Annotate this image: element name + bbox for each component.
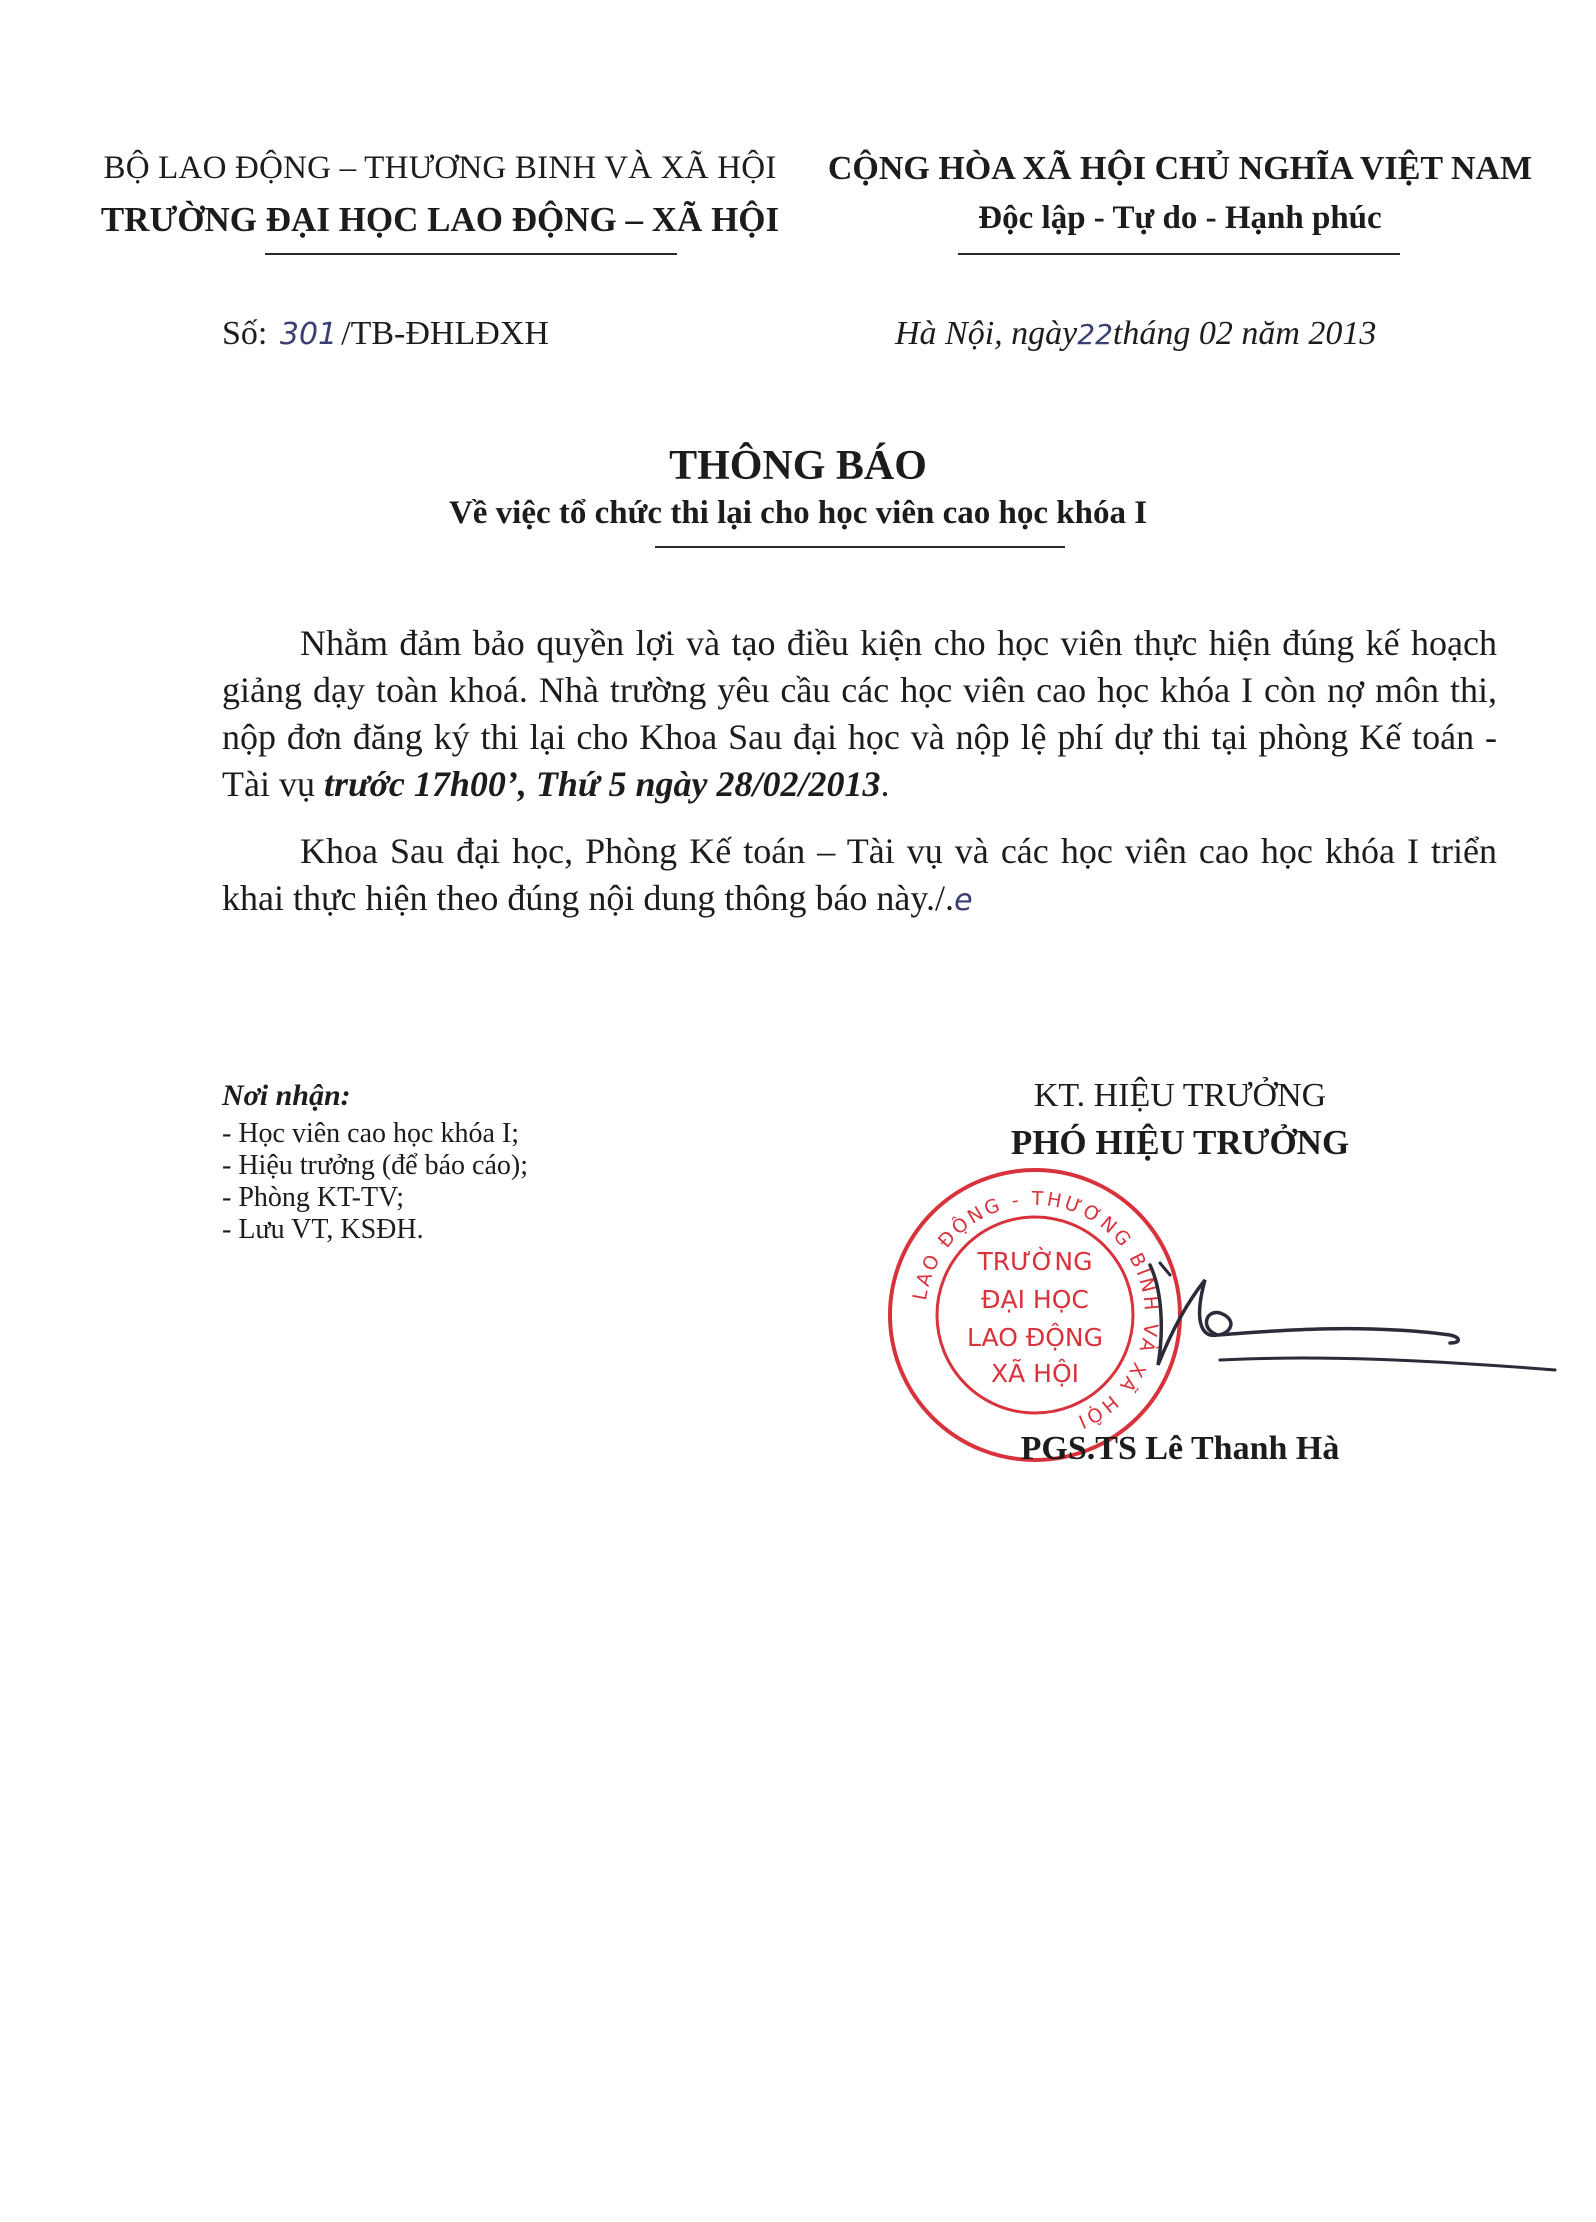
signer-role-line-2: PHÓ HIỆU TRƯỞNG [1010,1123,1350,1162]
paragraph-1 [222,620,1497,808]
motto-underline [958,253,1400,255]
recipients-title: Nơi nhận: [222,1079,351,1112]
date-prefix: Hà Nội, ngày [895,315,1078,352]
handwritten-signature [1100,1235,1560,1405]
document-number-prefix: Số: [222,315,268,352]
national-motto: Độc lập - Tự do - Hạnh phúc [978,200,1382,236]
initial-mark: e [954,883,973,918]
signature-stroke-1 [1150,1265,1458,1365]
paragraph-1-end: . [880,764,890,804]
seal-line-1: TRƯỜNG [977,1247,1093,1276]
seal-line-2: ĐẠI HỌC [981,1285,1089,1314]
school-underline [265,253,677,255]
signature-stroke-2 [1220,1358,1555,1370]
handwritten-day: 22 [1077,318,1113,351]
signer-role-line-1: KT. HIỆU TRƯỞNG [1033,1077,1327,1114]
recipient-item: - Học viên cao học khóa I; [222,1118,519,1149]
paragraph-2 [222,828,1497,924]
deadline: trước 17h00’, Thứ 5 ngày 28/02/2013 [323,764,881,804]
date-line [895,315,1376,353]
seal-outer-text: LAO ĐỘNG - THƯƠNG BINH VÀ XÃ HỘI [908,1187,1163,1434]
notice-subtitle: Về việc tổ chức thi lại cho học viên cao học khóa I [448,495,1148,531]
republic-title: CỘNG HÒA XÃ HỘI CHỦ NGHĨA VIỆT NAM [827,150,1533,187]
school-name: TRƯỜNG ĐẠI HỌC LAO ĐỘNG – XÃ HỘI [100,200,780,239]
recipient-item: - Lưu VT, KSĐH. [222,1214,424,1245]
recipient-item: - Phòng KT-TV; [222,1182,404,1213]
seal-line-4: XÃ HỘI [990,1359,1080,1388]
recipient-item: - Hiệu trưởng (để báo cáo); [222,1150,528,1181]
ministry-name: BỘ LAO ĐỘNG – THƯƠNG BINH VÀ XÃ HỘI [103,150,777,186]
seal-line-3: LAO ĐỘNG [967,1323,1103,1352]
date-suffix: tháng 02 năm 2013 [1112,315,1377,352]
signer-name: PGS.TS Lê Thanh Hà [1020,1430,1340,1467]
paragraph-1-text: Nhằm đảm bảo quyền lợi và tạo điều kiện cho học viên thực hiện đúng kế hoạch giảng dạy toàn khoá. Nhà trường yêu cầu các học viên cao học khóa I còn nợ môn thi, nộp đơn đăng ký thi lại cho Khoa Sau đại học và nộp lệ phí dự thi tại phòng Kế toán - Tài vụ [222,623,1497,804]
recipients-block [222,1080,528,1246]
document-number-suffix: /TB-ĐHLĐXH [341,315,549,352]
handwritten-number: 301 [279,317,338,352]
signature-stroke-3 [1160,1263,1170,1275]
paragraph-2-text: Khoa Sau đại học, Phòng Kế toán – Tài vụ và các học viên cao học khóa I triển khai thực hiện theo đúng nội dung thông báo này./. [222,831,1497,918]
notice-title: THÔNG BÁO [669,443,927,489]
document-number [222,315,549,353]
notice-body [222,620,1497,944]
subtitle-underline [655,546,1065,548]
